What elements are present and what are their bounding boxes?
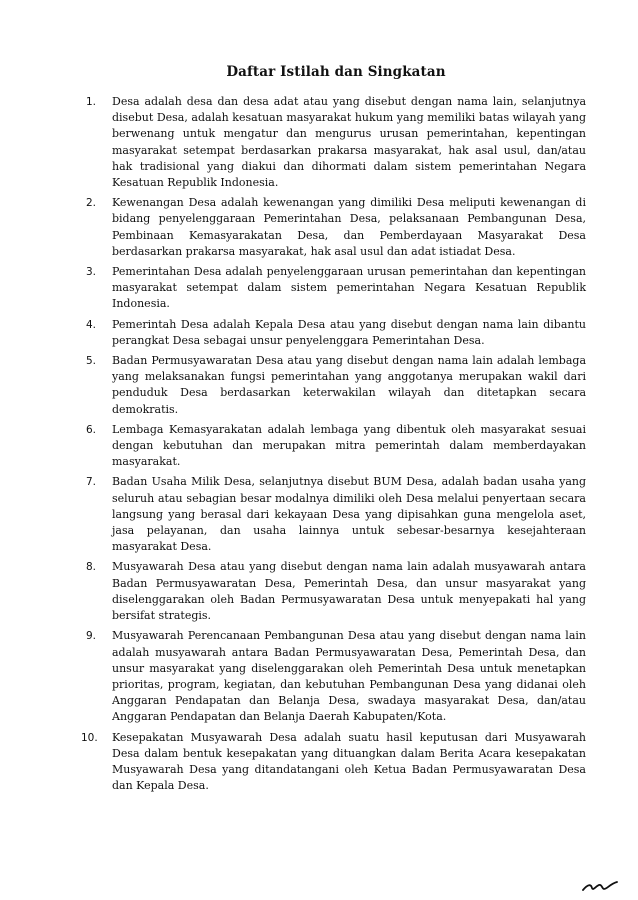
item-text: Pemerintahan Desa adalah penyelenggaraan urusan pemerintahan dan kepentingan masyarakat setempat dalam sistem pemerintahan Negara Kesatuan Republik Indonesia. bbox=[112, 265, 586, 311]
item-number: 5. bbox=[86, 355, 97, 368]
item-text: Desa adalah desa dan desa adat atau yang disebut dengan nama lain, selanjutnya disebut Desa, adalah kesatuan masyarakat hukum yang memiliki batas wilayah yang berwenang untuk mengatur dan mengurus urusan pemerintahan, kepentingan masyarakat setempat berdasarkan prakarsa masyarakat, hak asal usul, dan/atau hak tradisional yang diakui dan dihormati dalam sistem pemerintahan Negara Kesatuan Republik Indonesia. bbox=[112, 95, 586, 190]
item-number: 4. bbox=[86, 318, 97, 331]
list-item bbox=[86, 474, 586, 555]
item-text: Kesepakatan Musyawarah Desa adalah suatu hasil keputusan dari Musyawarah Desa dalam bentuk kesepakatan yang dituangkan dalam Berita Acara kesepakatan Musyawarah Desa yang ditandatangani oleh Ketua Badan Permusyawaratan Desa dan Kepala Desa. bbox=[112, 730, 586, 793]
list-item bbox=[86, 628, 586, 725]
item-number: 3. bbox=[86, 266, 97, 279]
list-item bbox=[86, 94, 586, 191]
page-title: Daftar Istilah dan Singkatan bbox=[226, 64, 446, 80]
item-number: 8. bbox=[86, 561, 97, 574]
item-number: 6. bbox=[86, 423, 97, 436]
item-text: Badan Permusyawaratan Desa atau yang disebut dengan nama lain adalah lembaga yang melaksanakan fungsi pemerintahan yang anggotanya merupakan wakil dari penduduk Desa berdasarkan keterwakilan wilayah dan ditetapkan secara demokratis. bbox=[112, 354, 586, 416]
item-text: Pemerintah Desa adalah Kepala Desa atau yang disebut dengan nama lain dibantu perangkat Desa sebagai unsur penyelenggara Pemerintahan Desa. bbox=[112, 317, 586, 347]
item-number: 10. bbox=[81, 731, 98, 744]
list-item bbox=[86, 317, 586, 349]
item-number: 2. bbox=[86, 197, 97, 210]
list-item bbox=[86, 195, 586, 260]
item-text: Musyawarah Perencanaan Pembangunan Desa atau yang disebut dengan nama lain adalah musyawarah antara Badan Permusyawaratan Desa, Pemerintah Desa, dan unsur masyarakat yang diselenggarakan oleh Pemerintah Desa untuk menetapkan prioritas, program, kegiatan, dan kebutuhan Pembangunan Desa yang didanai oleh Anggaran Pendapatan dan Belanja Desa, swadaya masyarakat Desa, dan/atau Anggaran Pendapatan dan Belanja Daerah Kabupaten/Kota. bbox=[112, 629, 586, 724]
list-item bbox=[86, 264, 586, 313]
item-text: Lembaga Kemasyarakatan adalah lembaga yang dibentuk oleh masyarakat sesuai dengan kebutuhan dan merupakan mitra pemerintah dalam memberdayakan masyarakat. bbox=[112, 422, 586, 469]
item-text: Kewenangan Desa adalah kewenangan yang dimiliki Desa meliputi kewenangan di bidang penyelenggaraan Pemerintahan Desa, pelaksanaan Pembangunan Desa, Pembinaan Kemasyarakatan Desa, dan Pemberdayaan Masyarakat Desa berdasarkan prakarsa masyarakat, hak asal usul dan adat istiadat Desa. bbox=[112, 196, 586, 258]
list-item bbox=[86, 559, 586, 624]
item-text: Badan Usaha Milik Desa, selanjutnya disebut BUM Desa, adalah badan usaha yang seluruh atau sebagian besar modalnya dimiliki oleh Desa melalui penyertaan secara langsung yang berasal dari kekayaan Desa yang dipisahkan guna mengelola aset, jasa pelayanan, dan usaha lainnya untuk sebesar-besarnya kesejahteraan masyarakat Desa. bbox=[112, 475, 586, 554]
list-item bbox=[86, 353, 586, 418]
list-item bbox=[81, 730, 586, 795]
glossary-list bbox=[81, 94, 586, 794]
list-item bbox=[86, 422, 586, 471]
item-number: 9. bbox=[86, 630, 97, 643]
paraf-signature-icon bbox=[580, 878, 620, 894]
item-text: Musyawarah Desa atau yang disebut dengan nama lain adalah musyawarah antara Badan Permusyawaratan Desa, Pemerintah Desa, dan unsur masyarakat yang diselenggarakan oleh Badan Permusyawaratan Desa untuk menyepakati hal yang bersifat strategis. bbox=[112, 560, 586, 623]
item-number: 1. bbox=[86, 96, 97, 108]
item-number: 7. bbox=[86, 476, 97, 489]
